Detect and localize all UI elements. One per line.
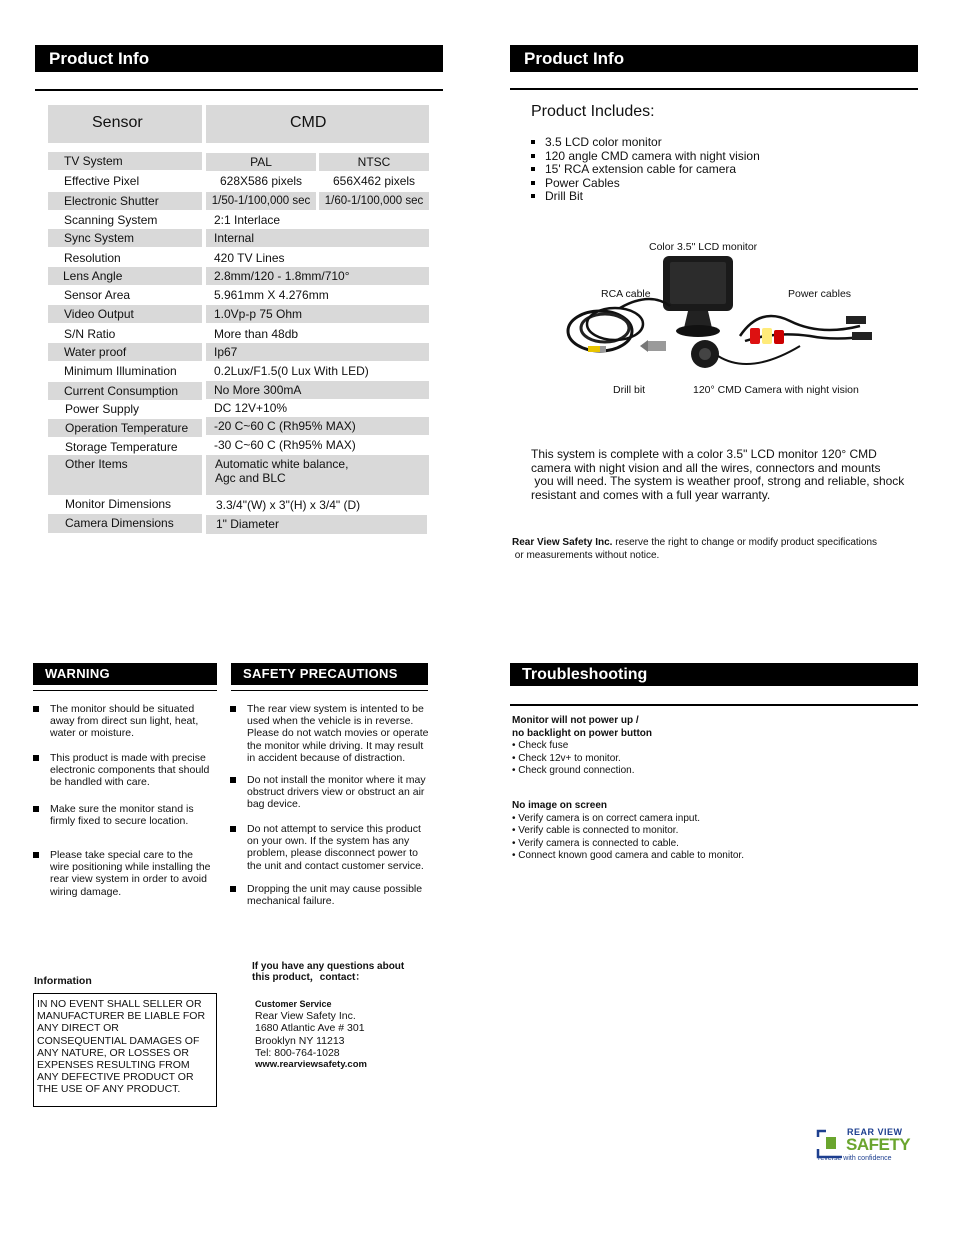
spec-value: Internal [206,229,429,247]
contact-question: If you have any questions about this product，contact： [252,961,405,983]
list-item: The rear view system is intented to be used when the vehicle is in reverse. Please do not watch movies or operate the monitor while driving. It may result in accident because of distraction. [247,703,429,764]
ntsc-header: NTSC [319,153,429,171]
photo-label-rca: RCA cable [601,288,651,300]
divider [35,89,443,91]
spec-value: 5.961mm X 4.276mm [214,288,329,302]
spec-label-sync-system: Sync System [48,229,202,247]
spec-label-tv-system: TV System [48,152,202,170]
product-includes-title: Product Includes: [531,103,655,120]
pal-header: PAL [206,153,316,171]
list-item: Please take special care to the wire positioning while installing the rear view system in order to avoid wiring damage. [50,849,211,898]
cmd-column-header: CMD [206,105,429,143]
website-link[interactable]: www.rearviewsafety.com [255,1059,367,1071]
spec-value: More than 48db [214,327,299,341]
spec-value: DC 12V+10% [214,401,288,415]
photo-label-camera: 120° CMD Camera with night vision [693,384,859,396]
includes-list [531,136,760,204]
list-item: 15' RCA extension cable for camera [531,163,760,177]
spec-value: 420 TV Lines [214,251,285,265]
spec-value: -30 C~60 C (Rh95% MAX) [214,438,356,452]
photo-label-drill: Drill bit [613,384,646,396]
liability-box: IN NO EVENT SHALL SELLER OR MANUFACTURER BE LIABLE FOR ANY DIRECT OR CONSEQUENTIAL DAMAGES OF ANY NATURE, OR LOSSES OR EXPENSES RESULTING FROM ANY DEFECTIVE PRODUCT OR THE USE OF ANY PRODUCT. [33,993,217,1107]
spec-value: Agc and BLC [215,471,286,485]
spec-label-operation-temperature: Operation Temperature [48,419,202,437]
spec-label-camera-dimensions: Camera Dimensions [48,514,202,533]
spec-label-video-output: Video Output [48,305,202,323]
list-item: Dropping the unit may cause possible mechanical failure. [247,883,422,907]
spec-value-pal: 1/50-1/100,000 sec [206,192,316,210]
list-item: Make sure the monitor stand is firmly fixed to secure location. [50,803,194,827]
spec-value: 0.2Lux/F1.5(0 Lux With LED) [214,364,369,378]
spec-value: -20 C~60 C (Rh95% MAX) [206,417,429,435]
divider [510,88,918,90]
left-section-header: Product Info [35,45,443,72]
list-item: Do not install the monitor where it may obstruct drivers view or obstruct an air bag device. [247,774,426,811]
spec-label-water-proof: Water proof [48,343,202,361]
warning-header: WARNING [33,663,217,685]
list-item: Do not attempt to service this product on your own. If the system has any problem, please disconnect power to the unit and contact customer service. [247,823,424,872]
spec-value: No More 300mA [206,381,429,399]
divider [231,690,428,691]
spec-label-electronic-shutter: Electronic Shutter [48,192,202,210]
spec-value: 3.3/4"(W) x 3"(H) x 3/4" (D) [216,498,361,512]
disclaimer: Rear View Safety Inc. reserve the right to change or modify product specifications or measurements without notice. [512,537,878,561]
right-section-header: Product Info [510,45,918,72]
list-item: 120 angle CMD camera with night vision [531,150,760,164]
contact-info: Customer Service Rear View Safety Inc. 1680 Atlantic Ave # 301 Brooklyn NY 11213 Tel: 800-764-1028 www.rearviewsafety.com [255,999,367,1071]
spec-value: Automatic white balance, [215,457,349,471]
list-item: This product is made with precise electronic components that should be handled with care. [50,752,209,789]
troubleshooting-header: Troubleshooting [510,663,918,686]
spec-label-monitor-dimensions: Monitor Dimensions [65,497,172,511]
spec-label-resolution: Resolution [64,251,121,265]
list-item: The monitor should be situated away from direct sun light, heat, water or moisture. [50,703,198,740]
product-photo [560,236,880,401]
spec-label-minimum-illumination: Minimum Illumination [64,364,177,378]
spec-value: 2:1 Interlace [214,213,281,227]
spec-label-storage-temperature: Storage Temperature [65,440,178,454]
spec-label-sn-ratio: S/N Ratio [64,327,116,341]
photo-label-power: Power cables [788,288,852,300]
spec-value: 1" Diameter [206,515,427,534]
photo-label-monitor: Color 3.5" LCD monitor [649,241,758,253]
spec-label-power-supply: Power Supply [65,402,140,416]
information-title: Information [34,975,92,987]
product-description: This system is complete with a color 3.5" LCD monitor 120° CMD camera with night vision and all the wires, connectors and mounts you will need. The system is weather proof, strong and reliable, shock resistant and comes with a full year warranty. [531,447,905,502]
list-item: 3.5 LCD color monitor [531,136,760,150]
spec-label-effective-pixel: Effective Pixel [64,174,140,188]
divider [33,690,217,691]
spec-label-current-consumption: Current Consumption [48,382,202,400]
spec-label-scanning-system: Scanning System [64,213,158,227]
list-item: Drill Bit [531,190,760,204]
spec-value-ntsc: 1/60-1/100,000 sec [319,192,429,210]
rear-view-safety-logo: REAR VIEW SAFETY reverse with confidence [818,1127,911,1162]
spec-label-lens-angle: Lens Angle [48,267,202,285]
spec-value: 1.0Vp-p 75 Ohm [206,305,429,323]
spec-label-other-items: Other Items [48,455,202,495]
spec-value-pal: 628X586 pixels [219,174,303,188]
troubleshooting-section: Monitor will not power up / no backlight on power button • Check fuse • Check 12v+ to monitor. • Check ground connection. [512,715,652,776]
list-item: Power Cables [531,177,760,191]
spec-value: Ip67 [206,343,429,361]
troubleshooting-section: No image on screen • Verify camera is on correct camera input. • Verify cable is connected to monitor. • Verify camera is connected to cable. • Connect known good camera and cable to monitor. [512,800,744,861]
divider [510,704,918,706]
spec-label-sensor-area: Sensor Area [64,288,131,302]
spec-value-ntsc: 656X462 pixels [332,174,416,188]
sensor-column-header: Sensor [48,105,202,143]
divider [35,71,443,72]
safety-header: SAFETY PRECAUTIONS [231,663,428,685]
spec-value: 2.8mm/120 - 1.8mm/710° [206,267,429,285]
